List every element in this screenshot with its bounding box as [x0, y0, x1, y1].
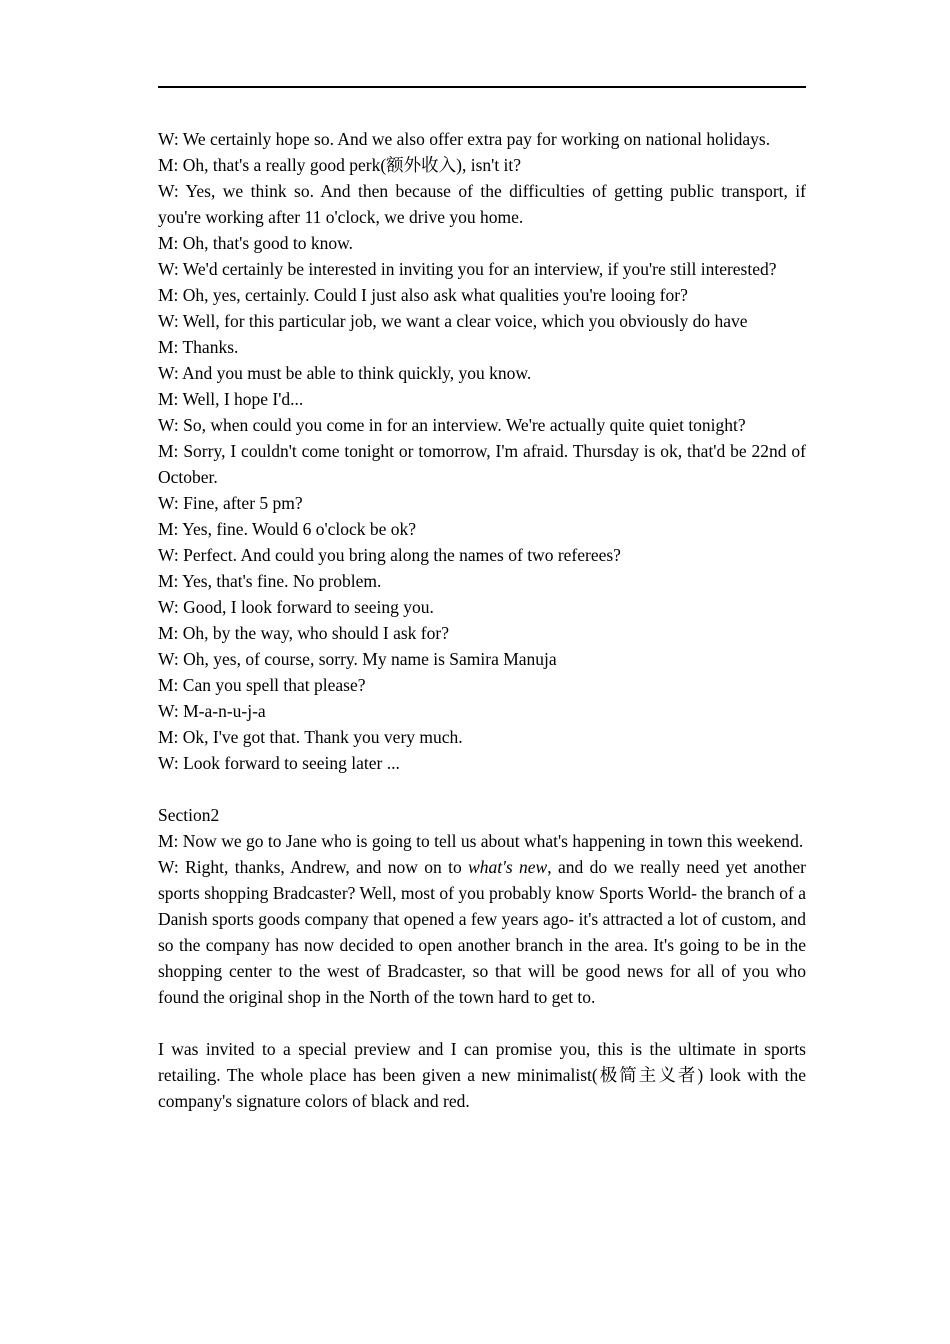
dialogue-line: W: Oh, yes, of course, sorry. My name is Samira Manuja	[158, 649, 557, 669]
dialogue-line: W: So, when could you come in for an interview. We're actually quite quiet tonight?	[158, 415, 746, 435]
dialogue-line: W: Well, for this particular job, we want a clear voice, which you obviously do have	[158, 311, 748, 331]
blank-line	[158, 1010, 806, 1036]
dialogue-line: M: Oh, yes, certainly. Could I just also ask what qualities you're looing for?	[158, 285, 688, 305]
dialogue-line: W: Fine, after 5 pm?	[158, 493, 303, 513]
dialogue-line: M: Yes, that's fine. No problem.	[158, 571, 382, 591]
dialogue-line: M: Thanks.	[158, 337, 239, 357]
dialogue-line: W: Yes, we think so. And then because of the difficulties of getting public transport, if you're working after 11 o'clock, we drive you home.	[158, 181, 806, 227]
dialogue-line: W: We certainly hope so. And we also offer extra pay for working on national holidays.	[158, 129, 771, 149]
dialogue-line: M: Ok, I've got that. Thank you very much.	[158, 727, 463, 747]
dialogue-line: W: Look forward to seeing later ...	[158, 753, 400, 773]
dialogue-line: W: M-a-n-u-j-a	[158, 701, 266, 721]
dialogue-line: M: Oh, that's a really good perk(额外收入), isn't it?	[158, 155, 522, 175]
dialogue-line: M: Yes, fine. Would 6 o'clock be ok?	[158, 519, 417, 539]
dialogue-line: M: Now we go to Jane who is going to tell us about what's happening in town this weekend.	[158, 831, 804, 851]
dialogue-line: M: Well, I hope I'd...	[158, 389, 304, 409]
body-paragraph: I was invited to a special preview and I can promise you, this is the ultimate in sports retailing. The whole place has been given a new minimalist(极简主义者) look with the company's signature colors of black and red.	[158, 1039, 806, 1111]
section-heading: Section2	[158, 805, 220, 825]
italic-phrase: what's new	[468, 857, 548, 877]
dialogue-line	[158, 854, 806, 1010]
dialogue-line: W: And you must be able to think quickly, you know.	[158, 363, 532, 383]
line-start: W: Right, thanks, Andrew, and now on to	[158, 857, 469, 877]
dialogue-line: M: Can you spell that please?	[158, 675, 366, 695]
dialogue-line: W: Perfect. And could you bring along the names of two referees?	[158, 545, 621, 565]
blank-line	[158, 776, 806, 802]
line-rest: , and do we really need yet another sports shopping Bradcaster? Well, most of you probably know Sports World- the branch of a Danish sports goods company that opened a few years ago- it's attracted a lot of custom, and so the company has now decided to open another branch in the area. It's going to be in the shopping center to the west of Bradcaster, so that will be good news for all of you who found the original shop in the North of the town hard to get to.	[158, 857, 807, 1007]
header-rule	[158, 86, 806, 88]
transcript-body	[158, 126, 806, 1114]
dialogue-line: W: Good, I look forward to seeing you.	[158, 597, 434, 617]
dialogue-line: M: Oh, by the way, who should I ask for?	[158, 623, 449, 643]
dialogue-line: W: We'd certainly be interested in inviting you for an interview, if you're still interested?	[158, 259, 777, 279]
dialogue-line: M: Oh, that's good to know.	[158, 233, 354, 253]
dialogue-line: M: Sorry, I couldn't come tonight or tomorrow, I'm afraid. Thursday is ok, that'd be 22nd of October.	[158, 441, 806, 487]
